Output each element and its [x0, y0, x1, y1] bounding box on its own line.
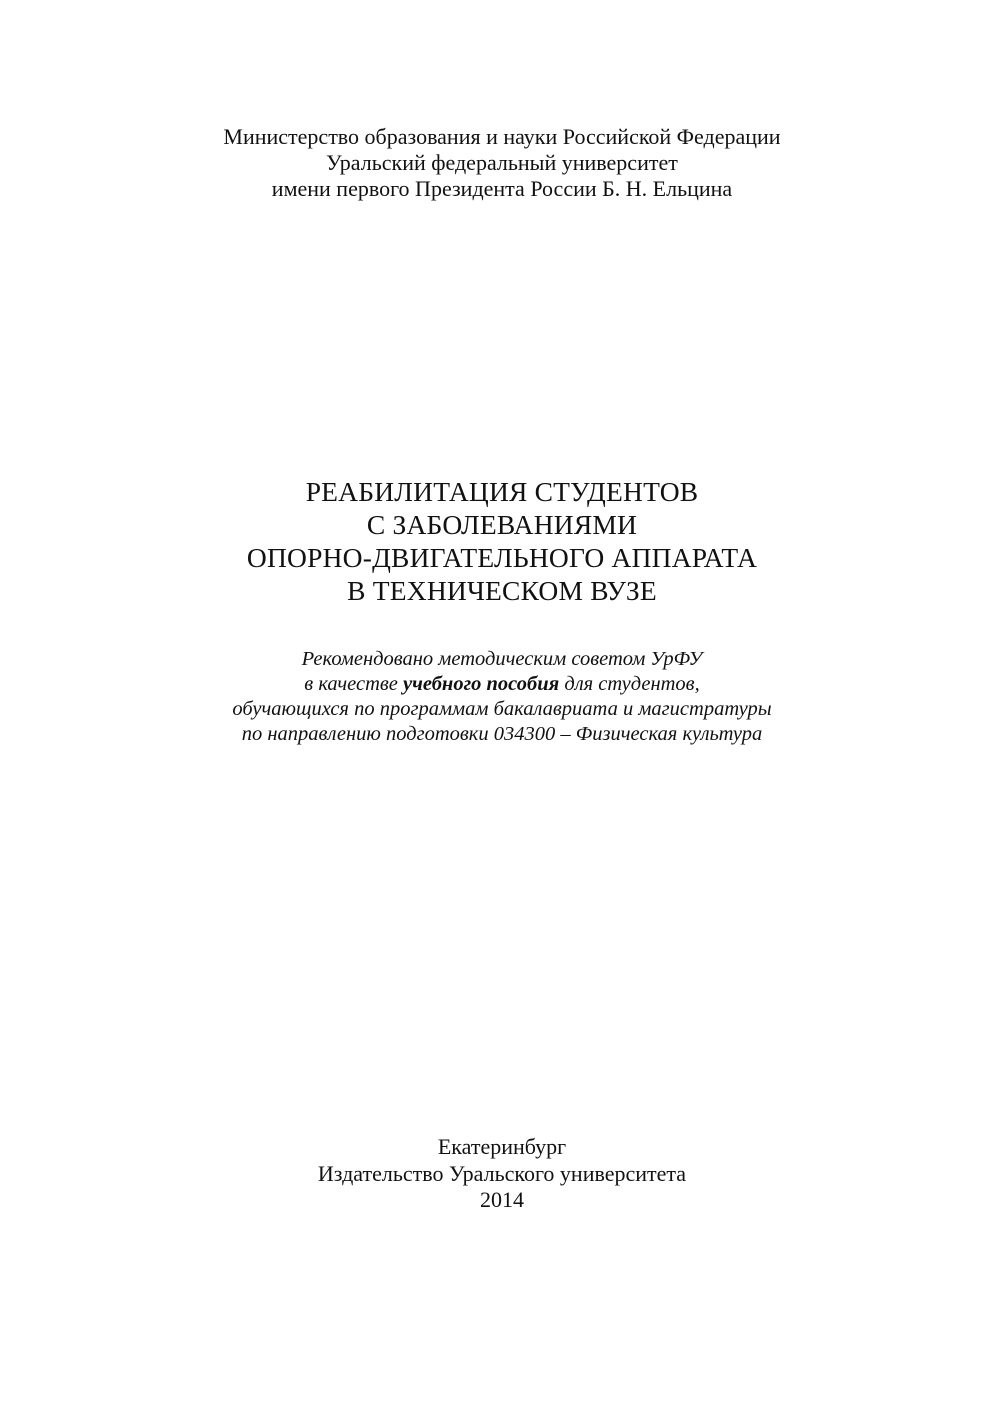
recommendation-note — [0, 647, 1004, 747]
title-line-4: В ТЕХНИЧЕСКОМ ВУЗЕ — [347, 575, 657, 606]
book-title — [0, 475, 1004, 607]
ministry-line: Министерство образования и науки Российской Федерации — [223, 124, 781, 149]
recommendation-line-2-before: в качестве — [304, 673, 404, 695]
title-line-1: РЕАБИЛИТАЦИЯ СТУДЕНТОВ — [305, 476, 699, 507]
institution-header — [0, 124, 1004, 202]
imprint-city: Екатеринбург — [437, 1134, 567, 1159]
imprint-year: 2014 — [480, 1187, 524, 1212]
imprint — [0, 1134, 1004, 1214]
textbook-emphasis: учебного пособия — [403, 673, 560, 695]
title-line-3: ОПОРНО-ДВИГАТЕЛЬНОГО АППАРАТА — [246, 542, 758, 573]
recommendation-line-2-after: для студентов, — [559, 673, 700, 695]
recommendation-line-4: по направлению подготовки 034300 – Физическая культура — [241, 723, 763, 745]
recommendation-line-1: Рекомендовано методическим советом УрФУ — [301, 648, 703, 670]
university-namesake-line: имени первого Президента России Б. Н. Ельцина — [271, 176, 733, 201]
imprint-publisher: Издательство Уральского университета — [317, 1160, 687, 1186]
recommendation-line-3: обучающихся по программам бакалавриата и магистратуры — [232, 698, 772, 720]
recommendation-line-2 — [0, 672, 1004, 697]
title-line-2: С ЗАБОЛЕВАНИЯМИ — [366, 509, 638, 540]
university-line: Уральский федеральный университет — [326, 150, 678, 175]
